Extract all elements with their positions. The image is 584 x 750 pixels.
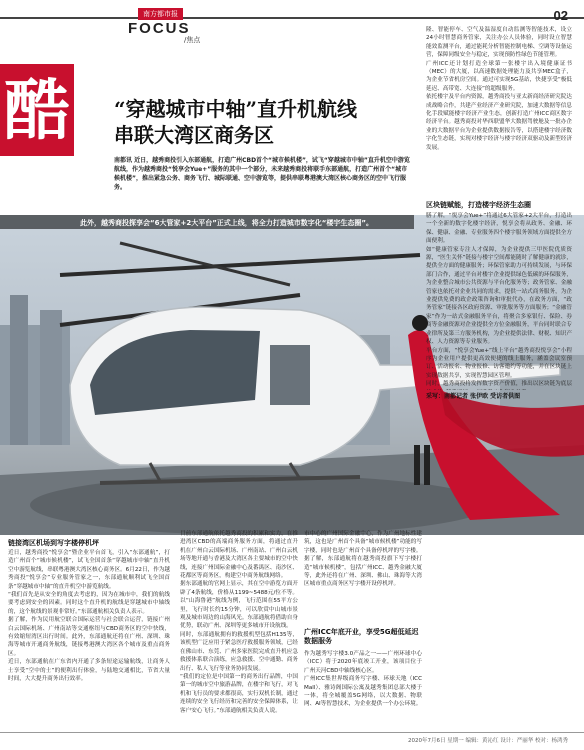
third-column bbox=[304, 530, 422, 622]
lede-paragraph: 南都讯 近日，越秀商投引入东部通航，打造广州CBD首个“城市候机楼”，试飞“穿越城市中轴”直升机空中游览航线，作为越秀商投“悦享会Yue+”服务的其中一个部分，未来越秀商投将联手东部通航，打造广州首个“城市候机楼”，推出紧急公务、商务飞行、城际联通、空中游览等，提供串联粤港澳大湾区核心商务区的空中飞行服务。 bbox=[114, 157, 410, 191]
left-column bbox=[8, 549, 170, 729]
third-column-body-text: 作为越秀写字楼3.0产品之一——广州环球中心（ICC）将于2020年底竣工开业，该项目位于广州天河CBD中轴线核心区。 广州ICC集世界级商务写字楼、环球天地（ICC Mall）、雅诗阁国际公寓及越秀集团总部大楼于一体，将全城覆盖5G网络，以大数据、物联网、AI等智慧技术，为企业提供一个办公环境。 bbox=[304, 651, 422, 708]
header-rule bbox=[0, 17, 584, 19]
section-title: FOCUS bbox=[128, 20, 191, 37]
middle-column-text: 目前东部通航依托越秀商投的积累和实力，在推进湾区CBD的高端商务服务方面，将通过直升机在广州白云国际机场、广州南站、广州白云机场等地开通与香港及大湾区各主要城市的空中快线，连接广州国际金融中心及番禺区、南沙区、花都区等商务区，构建空中商务航线网络。 据东部通航的官网上显示，其在空中游览方面开辟了4条航线，价格从1199~5488元/位不等。以“山海鲁港”航线为例，飞行范围在55平方公里，飞行时长约15分钟，可以欣赏中山城市景观及城市周边的山海风光。东部通航将借助自身优势，联动广州、深圳等更多城市开设航线。 同时，东部通航拥有的救援机型包括H135等，该机型广泛应用于紧急医疗救援服务领域，已经在佛山市、东莞、广州多家医院完成直升机应急救援体系联合演练，应急救援、空中通勤、商务出行、私人飞行等业务协同发展。 “我们的定位是中国第一的商务出行品牌，中国第一的城市空中旅游品牌，在楼宇和飞行，对飞机和飞行员的要求都很高，实行双机长制，通过连续的安全飞行经历和完善的安全保障体系，让客户安心飞行。”东部通航相关负责人说。 bbox=[180, 531, 298, 714]
right-column-mid bbox=[426, 212, 572, 390]
page-number: 02 bbox=[553, 8, 568, 23]
right-column-mid-text: 膳了解，“悦享会Yue+”将通过6大管家+2大平台，打造出一个全新的数字化楼宇经济，悦享会将从政务、金融、环保、健康、金融、专业服务四个楼宇服务领域方面提供全方面便利。 如“健康管家专注人才保障，为企业提供三甲医院优质资源，“医生关怀”链接与楼宇空间都能随时了解健康的就诊，提供全方面的健康服务；环保管家助力可持续发展，与环保部门合作，通过平台对楼宇企业提供绿色低碳的环保服务，为企业整合城市公共资源与平台化服务等；政务管家、金融管家也依托对企业共同的需求，提供一站式商务服务，为企业提供免费的政企政策咨询和审批代办，在政务方面，“政务管家”链接各区政府资源、审批服务等方面服务；“金融管家”作为一站式金融服务平台，将聚合多家银行、保险、券商等金融资源对企业提供全方位金融服务，平台同时联合专业律所及第三方服务机构，为企业提供法律、财税、知识产权、人力资源等专业服务。 平台方面，“悦享会Yue+”线上平台“越秀商投悦享会”小程序为企业用户提供更高效便捷的线上服务，涵盖会议室预订、活动报名、物业报修、访客邀约等功能，并在区块链上实现数据共享，实现智慧园区管理。 同时，越秀商投将发挥数字资产价值，推出以区块链为底层 bbox=[426, 213, 572, 388]
left-column-subhead: 链接湾区机场到写字楼停机坪 bbox=[8, 539, 99, 547]
photo-credit: 采写：南都记者 张伊欧 受访者供图 bbox=[426, 393, 521, 400]
headline bbox=[114, 96, 414, 148]
photo-caption: 此外，越秀商投探享会“6大管家+2大平台”正式上线，将全力打造城市数字化“楼宇生态圈”。 bbox=[80, 219, 374, 227]
left-column-text: 近日，越秀商投“悦享会”暨企业平台首飞，引入“东部通航”，打造广州首个“城市候机楼”，试飞全国首条“穿越城市中轴”直升机空中游览航线，串联粤港澳大湾区核心商务区。6月22日，作为越秀商投“悦享会”专业服务管家之一，东部通航顺利试飞全国首条“穿越城市中轴”的直升机空中游览航线。 “我们首先是从安全的角度去考虑的，因为在城市中，我们的航线要考虑到安全的因素。同时这个直升机的航线是穿越城市中轴线的，这个航线的景观非常好。”东部通航相关负责人表示。 据了解，作为民用航空联合国际运营与社会联合运营，链接广州白云国际机场、广州南站等交通枢纽与CBD商务区的空中快线，有效缩短湾区出行时间。此外，东部通航还将在广州、深圳、珠海等城市开通商务航线，链接粤港澳大湾区各个城市及重点商务区。 近日，东部通航在广东省内开通了多条短途运输航线，让商务人士享受“空中的士”的便利出行体验，与陆地交通相比，节省大量时间，大大提升商务出行效率。 bbox=[8, 550, 170, 683]
right-column-top bbox=[426, 26, 572, 198]
footer-info: 2020年7月6日 星期一 编辑：黄沁红 设计：严丽华 校对：杨鸿秀 bbox=[408, 738, 568, 744]
right-column-top-text: 隆、智能停车、空气及温湿度自动监测等智能技术，设立24小时智慧商务管家，关注办公人员体验，同时设立智慧能效监测平台，通过能耗分析智能控制电梯、空调等设备运营，保障同级安全与稳定，实现预防性绿色节能管理。 广州ICC还计划打造全球第一张楼宇出入境健康证书（MEC）的大厦，以高速数据处理能力及共享MEC盒子，为企业节省机房空间。通过可实现5G基站，快捷享受“极低延迟、高带宽、大连接”的超级服务。 依托楼宇及平台内资源，越秀商投与亚太新商经济研究院达成战略合作，共建产业经济产业研究院，加速大数据等信息化手段赋能楼宇经济产业生态，创新打造广州ICC商区数字经济平台。越秀商投对华西联盟华大数据驾驶舱及一批办企业的大数据平台为企业提供数据报告等，以搭建楼宇经济数字化生态链，实现对楼宇经济与楼宇经济双驱动及新型经济发展。 bbox=[426, 27, 572, 151]
section-subtitle: /焦点 bbox=[184, 36, 201, 44]
footer-rule bbox=[0, 732, 584, 733]
third-column-text: 市中心的广州国际金融中心，作为广州地标性建筑，这也是广州首个具备“城市候机楼”功能的写字楼，同时也是广州首个具备停机坪的写字楼。 据了解，东部通航将在越秀商投旗下写字楼打造“城市候机楼”，包括广州ICC、越秀金融大厦等，此外还将在广州、深圳、佛山、珠海等大湾区城市重点商务区写字楼开设停机坪。 bbox=[304, 531, 422, 588]
third-column-body bbox=[304, 650, 422, 728]
decorative-big-character: 酷 bbox=[0, 64, 74, 156]
headline-line-1: “穿越城市中轴”直升机航线 bbox=[114, 97, 358, 121]
newspaper-kicker: 南方都市报 bbox=[138, 8, 183, 20]
middle-column bbox=[180, 530, 298, 728]
third-column-subhead: 广州ICC年底开业，享受5G超低延迟数据服务 bbox=[304, 628, 419, 645]
headline-line-2: 串联大湾区商务区 bbox=[114, 123, 274, 147]
right-column-subhead: 区块链赋能，打造楼宇经济生态圈 bbox=[426, 201, 531, 209]
